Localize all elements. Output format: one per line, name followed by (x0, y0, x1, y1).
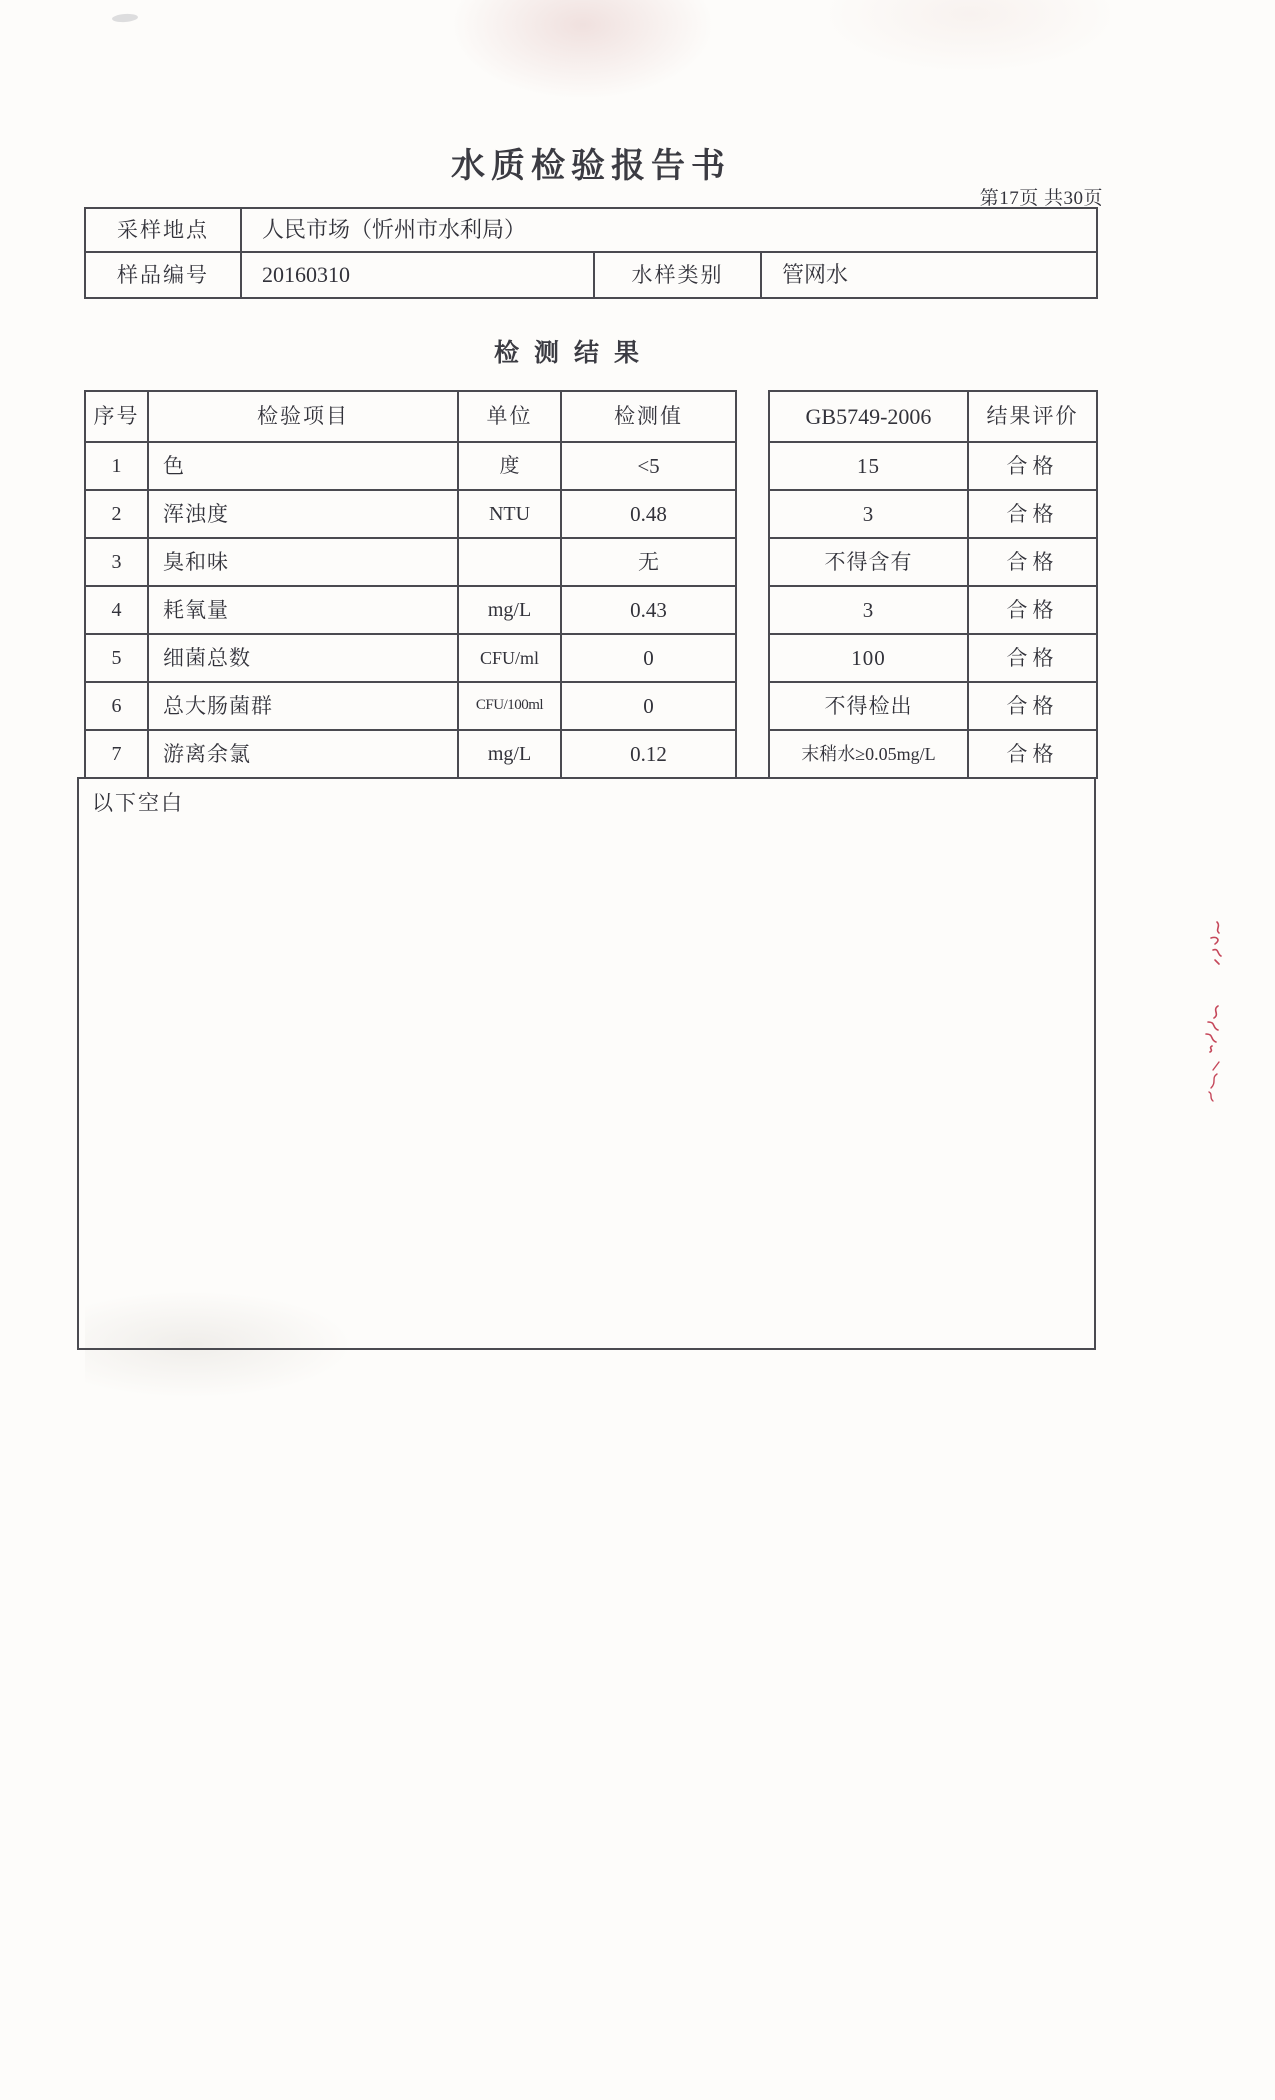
sampling-location-label: 采样地点 (86, 209, 242, 253)
row-unit: CFU/100ml (459, 683, 562, 731)
page-title: 水质检验报告书 (451, 148, 731, 185)
blank-area-box (77, 777, 1096, 1350)
col-header-value: 检测值 (562, 392, 737, 443)
col-header-evaluation: 结果评价 (969, 392, 1098, 443)
col-header-item: 检验项目 (149, 392, 459, 443)
row-unit (459, 539, 562, 587)
row-no: 4 (86, 587, 149, 635)
sample-number-label: 样品编号 (86, 253, 242, 299)
row-evaluation: 合格 (969, 731, 1098, 779)
row-unit: mg/L (459, 587, 562, 635)
row-value: <5 (562, 443, 737, 491)
red-pen-mark (1198, 1002, 1228, 1054)
red-pen-mark (1203, 918, 1231, 968)
scan-smudge (450, 0, 715, 100)
row-standard: 3 (770, 491, 969, 539)
results-table-right (768, 390, 1098, 779)
row-unit: 度 (459, 443, 562, 491)
row-value: 0.48 (562, 491, 737, 539)
scan-smudge (112, 13, 138, 23)
row-evaluation: 合格 (969, 683, 1098, 731)
sample-number-value: 20160310 (242, 253, 595, 299)
row-item: 耗氧量 (149, 587, 459, 635)
red-pen-mark (1201, 1058, 1227, 1104)
row-standard: 100 (770, 635, 969, 683)
row-item: 色 (149, 443, 459, 491)
row-evaluation: 合格 (969, 491, 1098, 539)
row-value: 0 (562, 683, 737, 731)
section-title: 检测结果 (493, 340, 654, 367)
row-standard: 3 (770, 587, 969, 635)
row-unit: mg/L (459, 731, 562, 779)
blank-note: 以下空白 (92, 791, 184, 815)
row-evaluation: 合格 (969, 443, 1098, 491)
scan-smudge (830, 0, 1110, 70)
col-header-standard: GB5749-2006 (770, 392, 969, 443)
row-unit: NTU (459, 491, 562, 539)
page-number: 第17页 共30页 (979, 188, 1103, 209)
row-item: 臭和味 (149, 539, 459, 587)
row-value: 0.12 (562, 731, 737, 779)
row-no: 1 (86, 443, 149, 491)
row-standard: 15 (770, 443, 969, 491)
row-no: 3 (86, 539, 149, 587)
row-value: 0 (562, 635, 737, 683)
row-evaluation: 合格 (969, 635, 1098, 683)
row-no: 5 (86, 635, 149, 683)
sample-info-table (84, 207, 1098, 299)
col-header-unit: 单位 (459, 392, 562, 443)
row-item: 浑浊度 (149, 491, 459, 539)
row-evaluation: 合格 (969, 539, 1098, 587)
results-table-left (84, 390, 737, 779)
row-standard: 不得含有 (770, 539, 969, 587)
water-type-label: 水样类别 (595, 253, 762, 299)
row-value: 无 (562, 539, 737, 587)
water-type-value: 管网水 (762, 253, 1098, 299)
row-no: 2 (86, 491, 149, 539)
row-no: 7 (86, 731, 149, 779)
row-item: 细菌总数 (149, 635, 459, 683)
sampling-location-value: 人民市场（忻州市水利局） (242, 209, 1098, 253)
col-header-no: 序号 (86, 392, 149, 443)
row-item: 总大肠菌群 (149, 683, 459, 731)
row-evaluation: 合格 (969, 587, 1098, 635)
row-value: 0.43 (562, 587, 737, 635)
row-item: 游离余氯 (149, 731, 459, 779)
row-standard: 不得检出 (770, 683, 969, 731)
row-no: 6 (86, 683, 149, 731)
row-standard: 末稍水≥0.05mg/L (770, 731, 969, 779)
row-unit: CFU/ml (459, 635, 562, 683)
